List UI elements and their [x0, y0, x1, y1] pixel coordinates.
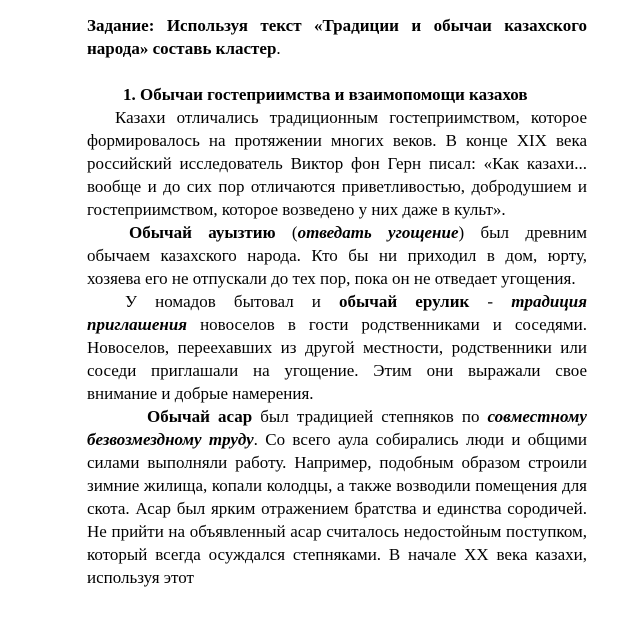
text-fragment: ( [275, 223, 298, 242]
term-asar: Обычай асар [147, 407, 253, 426]
paragraph-asar [87, 405, 587, 589]
section-heading: 1. Обычаи гостеприимства и взаимопомощи казахов [123, 85, 528, 104]
term-asar-meaning: совместному безвозмездному труду [87, 407, 587, 449]
paragraph-erulik [87, 290, 587, 405]
text-fragment: ) был древним обычаем казахского народа. Кто бы ни приходил в дом, юрту, хозяева его не отпускали до тех пор, пока он не отведает угощения. [87, 223, 588, 288]
task-period: . [276, 39, 281, 58]
text-fragment: У номадов бытовал и [125, 292, 340, 311]
paragraph-auyztiyu [87, 221, 587, 290]
task-text: Используя текст «Традиции и обычаи казахского народа» составь кластер [87, 16, 587, 58]
task-statement [87, 14, 587, 60]
text-fragment: был традицией степняков по [252, 407, 488, 426]
term-erulik: обычай ерулик [339, 292, 470, 311]
term-auyztiyu: Обычай ауызтию [129, 223, 276, 242]
term-erulik-meaning: традиция приглашения [87, 292, 587, 334]
task-label: Задание: [87, 16, 155, 35]
text-fragment: новоселов в гости родственниками и соседями. Новоселов, переехавших из другой местности, родственники или соседи приглашали на угощение. Этим они выражали свое внимание и добрые намерения. [87, 315, 587, 403]
text-fragment: - [469, 292, 512, 311]
paragraph-hospitality: Казахи отличались традиционным гостеприимством, которое формировалось на протяжении многих веков. В конце XIX века российский исследователь Виктор фон Герн писал: «Как казахи... вообще и до сих пор отличаются приветливостью, добродушием и гостеприимством, которое возведено у них даже в культ». [87, 108, 587, 219]
text-fragment: . Со всего аула собирались люди и общими силами выполняли работу. Например, подобным образом строили зимние жилища, копали колодцы, а также возводили помещения для скота. Асар был ярким отражением братства и единства сородичей. Не прийти на объявленный асар считалось недостойным поступком, который всегда осуждался степняками. В начале XX века казахи, используя этот [87, 430, 587, 587]
term-auyztiyu-meaning: отведать угощение [297, 223, 459, 242]
document-body [87, 14, 587, 589]
